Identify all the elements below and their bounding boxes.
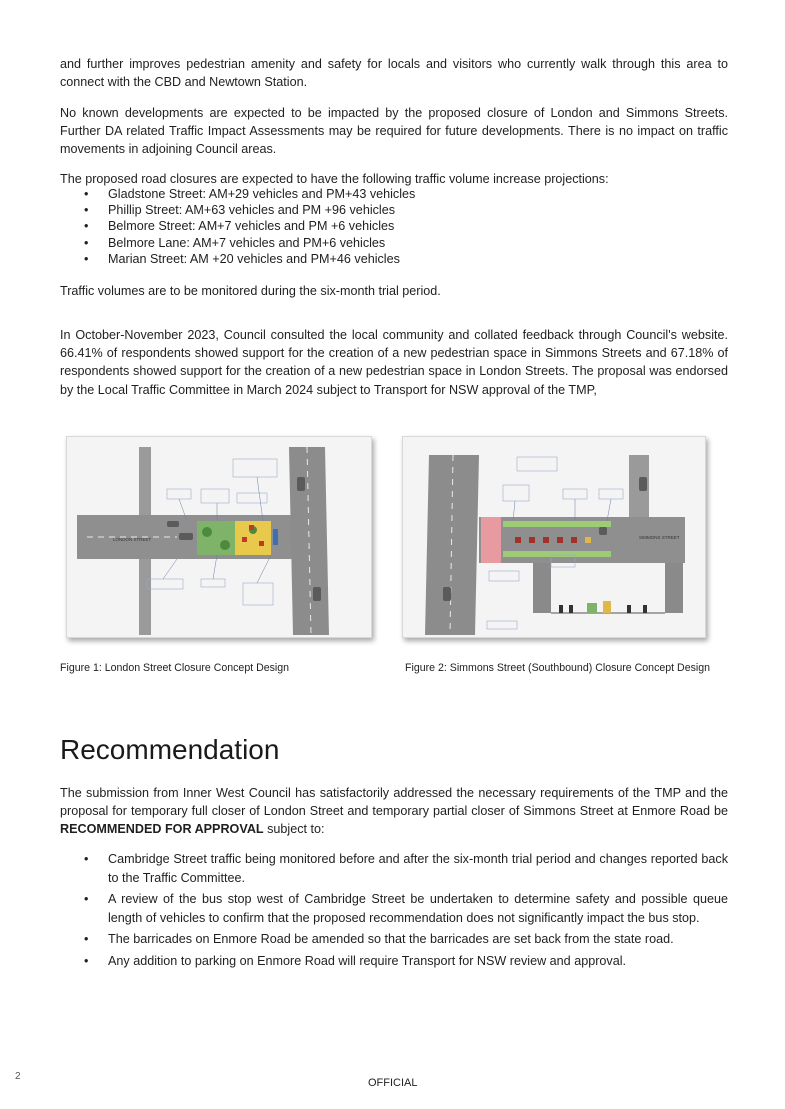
approval-status: RECOMMENDED FOR APPROVAL bbox=[60, 822, 264, 837]
list-item: • Phillip Street: AM+63 vehicles and PM +96 vehicles bbox=[84, 202, 728, 218]
traffic-projection-list bbox=[84, 186, 728, 267]
simmons-street-plan-drawing bbox=[403, 437, 705, 637]
list-item: • The barricades on Enmore Road be amended so that the barricades are set back from the state road. bbox=[84, 930, 728, 949]
figure-2-caption: Figure 2: Simmons Street (Southbound) Closure Concept Design bbox=[405, 662, 711, 674]
paragraph-projections-intro: The proposed road closures are expected to have the following traffic volume increase projections: bbox=[60, 172, 609, 186]
paragraph-monitoring: Traffic volumes are to be monitored during the six-month trial period. bbox=[60, 284, 441, 298]
simmons-street-label: SIMMONS STREET bbox=[639, 535, 680, 540]
figure-london-street-plan bbox=[66, 436, 372, 638]
paragraph-developments: No known developments are expected to be impacted by the proposed closure of London and Simmons Streets. Further DA related Traffic Impact Assessments may be required for future developments. There is no impact on traffic movements in adjoining Council areas. bbox=[60, 106, 728, 157]
condition-list bbox=[84, 850, 728, 974]
list-item: • A review of the bus stop west of Cambridge Street be undertaken to determine safety and possible queue length of vehicles to confirm that the proposed recommendation does not significantly impact the bus stop. bbox=[84, 890, 728, 927]
paragraph-consultation: In October-November 2023, Council consulted the local community and collated feedback through Council's website. 66.41% of respondents showed support for the creation of a new pedestrian space in Simmons Streets and 67.18% of respondents showed support for the creation of a new pedestrian space in London Streets. The proposal was endorsed by the Local Traffic Committee in March 2024 subject to Transport for NSW approval of the TMP, bbox=[60, 328, 728, 397]
london-street-label: LONDON STREET bbox=[113, 537, 152, 542]
list-item: • Any addition to parking on Enmore Road will require Transport for NSW review and approval. bbox=[84, 952, 728, 971]
classification-footer: OFFICIAL bbox=[368, 1077, 418, 1089]
figure-1-caption: Figure 1: London Street Closure Concept Design bbox=[60, 662, 290, 674]
paragraph-continuation: and further improves pedestrian amenity and safety for locals and visitors who currently walk through this area to connect with the CBD and Newtown Station. bbox=[60, 57, 728, 90]
london-street-plan-drawing bbox=[67, 437, 371, 637]
list-item: • Belmore Street: AM+7 vehicles and PM +6 vehicles bbox=[84, 218, 728, 234]
list-item: • Cambridge Street traffic being monitored before and after the six-month trial period and changes reported back to the Traffic Committee. bbox=[84, 850, 728, 887]
page-number: 2 bbox=[15, 1071, 21, 1082]
list-item: • Belmore Lane: AM+7 vehicles and PM+6 vehicles bbox=[84, 235, 728, 251]
recommendation-heading: Recommendation bbox=[60, 734, 280, 765]
figure-simmons-street-plan bbox=[402, 436, 706, 638]
list-item: • Gladstone Street: AM+29 vehicles and PM+43 vehicles bbox=[84, 186, 728, 202]
recommendation-intro-text: The submission from Inner West Council has satisfactorily addressed the necessary requirements of the TMP and the proposal for temporary full closer of London Street and temporary partial closer of Simmons Street at Enmore Road be bbox=[60, 786, 728, 819]
recommendation-intro-suffix: subject to: bbox=[263, 822, 325, 837]
recommendation-intro bbox=[60, 784, 728, 839]
list-item: • Marian Street: AM +20 vehicles and PM+46 vehicles bbox=[84, 251, 728, 267]
